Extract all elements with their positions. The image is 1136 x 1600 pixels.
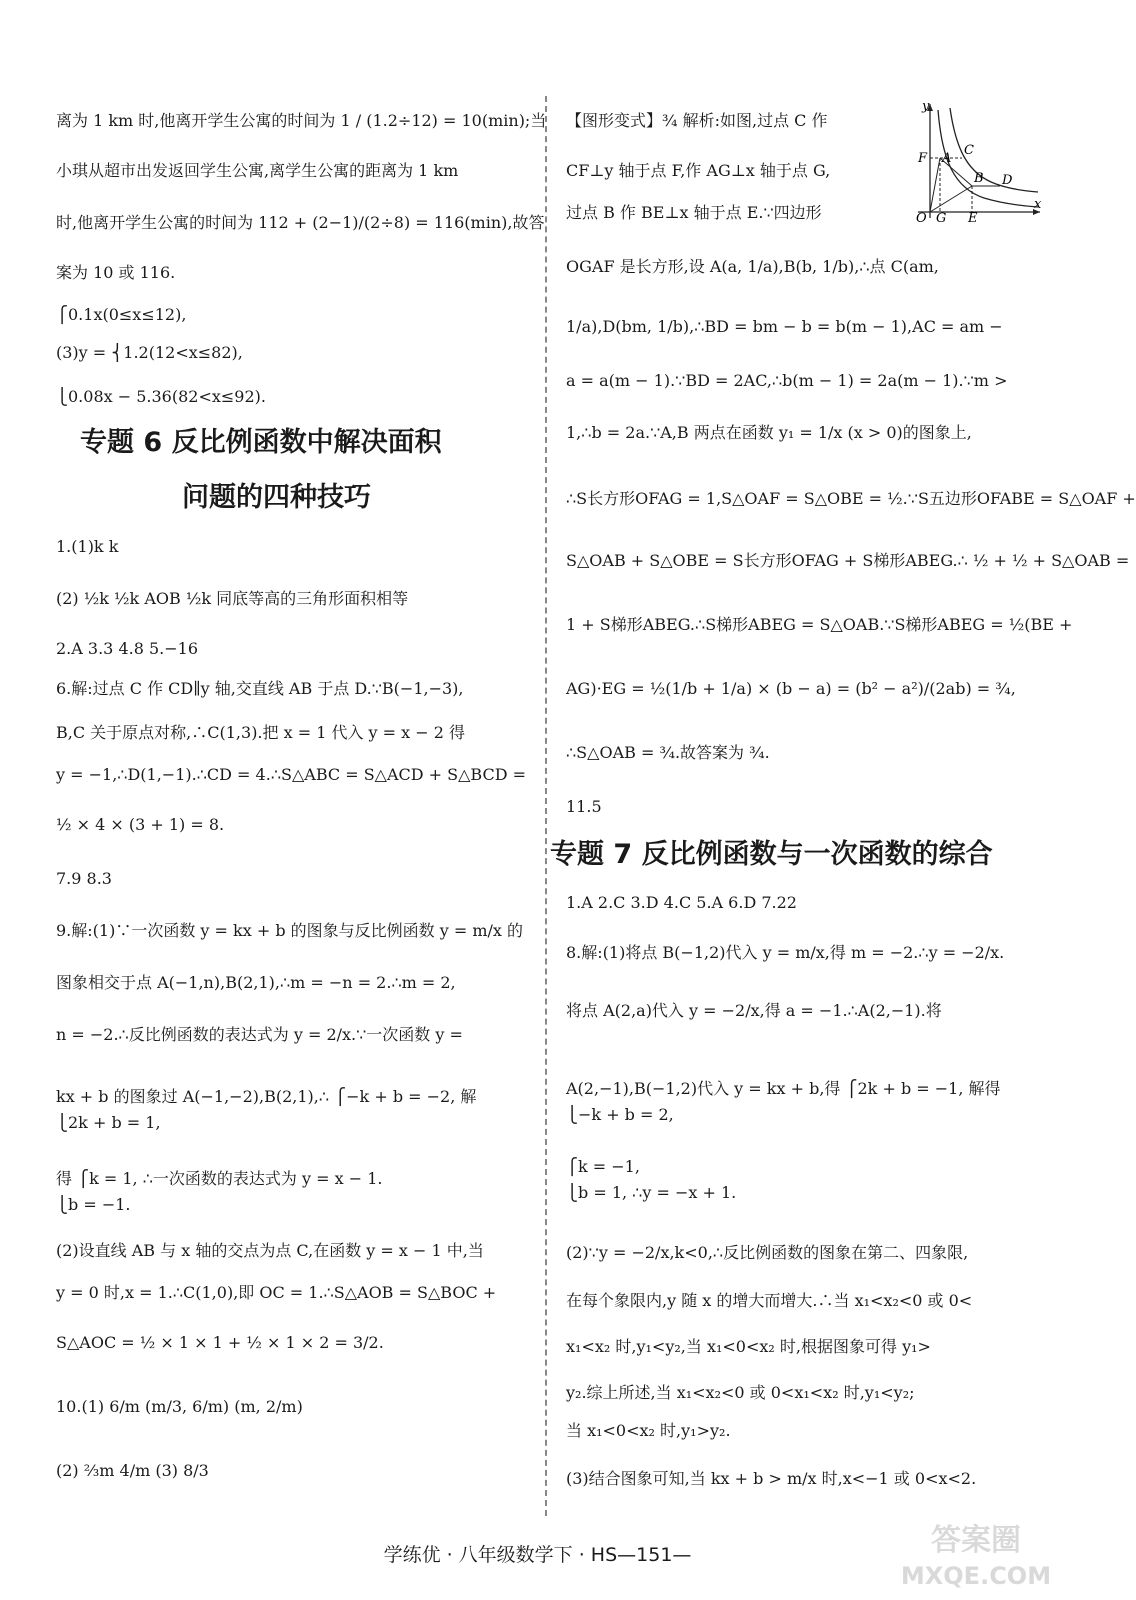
segment-ob (930, 186, 972, 212)
text-line: CF⊥y 轴于点 F,作 AG⊥x 轴于点 G, (566, 161, 831, 180)
solution-line: (2)设直线 AB 与 x 轴的交点为点 C,在函数 y = x − 1 中,当 (56, 1241, 484, 1260)
heading-topic-7: 专题 7 反比例函数与一次函数的综合 (550, 839, 993, 870)
label-a: A (942, 151, 952, 166)
solution-line: ⎧k = −1, (566, 1157, 640, 1176)
answer-line: 7.9 8.3 (56, 869, 112, 888)
label-e: E (968, 211, 978, 226)
text-line: ⎩0.08x − 5.36(82<x≤92). (56, 387, 266, 406)
answer-line: 10.(1) 6/m (m/3, 6/m) (m, 2/m) (56, 1397, 303, 1416)
watermark-logo (891, 1514, 1061, 1592)
label-c: C (964, 143, 974, 158)
solution-line: ⎩b = −1. (56, 1195, 131, 1214)
label-y: y (922, 99, 930, 114)
watermark-top-text: 答案圈 (931, 1523, 1021, 1558)
solution-line: ½ × 4 × (3 + 1) = 8. (56, 815, 225, 834)
text-line: (3)y = ⎨1.2(12<x≤82), (56, 343, 243, 362)
solution-line: 9.解:(1)∵一次函数 y = kx + b 的图象与反比例函数 y = m/x 的 (56, 921, 524, 940)
solution-line: 图象相交于点 A(−1,n),B(2,1),∴m = −n = 2.∴m = 2, (56, 973, 456, 992)
text-line: a = a(m − 1).∵BD = 2AC,∴b(m − 1) = 2a(m − 1).∵m > (566, 371, 1008, 390)
solution-line: kx + b 的图象过 A(−1,−2),B(2,1),∴ ⎧−k + b = −2, 解 (56, 1087, 477, 1106)
text-line: 1 + S梯形ABEG.∴S梯形ABEG = S△OAB.∵S梯形ABEG = ½(BE + (566, 615, 1073, 634)
segment-oa (930, 158, 940, 212)
solution-line: ⎩−k + b = 2, (566, 1105, 674, 1124)
heading-topic-6-cont: 问题的四种技巧 (182, 482, 371, 513)
text-line: 1/a),D(bm, 1/b),∴BD = bm − b = b(m − 1),AC = am − (566, 317, 1003, 336)
solution-line: ⎩b = 1, ∴y = −x + 1. (566, 1183, 737, 1202)
solution-line: 将点 A(2,a)代入 y = −2/x,得 a = −1.∴A(2,−1).将 (566, 1001, 942, 1020)
text-line: 1,∴b = 2a.∵A,B 两点在函数 y₁ = 1/x (x > 0)的图象上, (566, 423, 972, 442)
text-line: ∴S△OAB = ¾.故答案为 ¾. (566, 743, 770, 762)
text-line: 小琪从超市出发返回学生公寓,离学生公寓的距离为 1 km (56, 161, 459, 180)
solution-line: 得 ⎧k = 1, ∴一次函数的表达式为 y = x − 1. (56, 1169, 383, 1188)
text-line: 时,他离开学生公寓的时间为 112 + (2−1)/(2÷8) = 116(min),故答 (56, 213, 545, 232)
label-x: x (1034, 197, 1042, 212)
text-line: S△OAB + S△OBE = S长方形OFAG + S梯形ABEG.∴ ½ + ½ + S△OAB = (566, 551, 1130, 570)
text-line: OGAF 是长方形,设 A(a, 1/a),B(b, 1/b),∴点 C(am, (566, 257, 939, 276)
text-line: 【图形变式】¾ 解析:如图,过点 C 作 (566, 111, 828, 130)
answer-line: (2) ½k ½k AOB ½k 同底等高的三角形面积相等 (56, 589, 409, 608)
solution-line: n = −2.∴反比例函数的表达式为 y = 2/x.∵一次函数 y = (56, 1025, 463, 1044)
answer-line: 1.(1)k k (56, 537, 119, 556)
solution-line: A(2,−1),B(−1,2)代入 y = kx + b,得 ⎧2k + b = −1, 解得 (566, 1079, 1001, 1098)
answer-line: 1.A 2.C 3.D 4.C 5.A 6.D 7.22 (566, 893, 797, 912)
watermark-bottom-text: MXQE.COM (900, 1562, 1052, 1590)
solution-line: B,C 关于原点对称,∴C(1,3).把 x = 1 代入 y = x − 2 得 (56, 723, 466, 742)
solution-line: (2)∵y = −2/x,k<0,∴反比例函数的图象在第二、四象限, (566, 1243, 969, 1262)
solution-line: x₁<x₂ 时,y₁<y₂,当 x₁<0<x₂ 时,根据图象可得 y₁> (566, 1337, 931, 1356)
text-line: ∴S长方形OFAG = 1,S△OAF = S△OBE = ½.∵S五边形OFABE = S△OAF + (566, 489, 1136, 508)
solution-line: 在每个象限内,y 随 x 的增大而增大.∴当 x₁<x₂<0 或 0< (566, 1291, 973, 1310)
solution-line: 当 x₁<0<x₂ 时,y₁>y₂. (566, 1421, 731, 1440)
text-line: 离为 1 km 时,他离开学生公寓的时间为 1 / (1.2÷12) = 10(min);当 (56, 111, 547, 130)
solution-line: ⎩2k + b = 1, (56, 1113, 161, 1132)
text-line: 过点 B 作 BE⊥x 轴于点 E.∵四边形 (566, 203, 822, 222)
label-f: F (918, 151, 928, 166)
solution-line: (3)结合图象可知,当 kx + b > m/x 时,x<−1 或 0<x<2. (566, 1469, 977, 1488)
solution-line: y₂.综上所述,当 x₁<x₂<0 或 0<x₁<x₂ 时,y₁<y₂; (566, 1383, 915, 1402)
text-line: ⎧0.1x(0≤x≤12), (56, 305, 187, 324)
label-d: D (1002, 173, 1013, 188)
page-footer: 学练优 · 八年级数学下 · HS—151— (383, 1544, 692, 1566)
label-o: O (916, 211, 927, 226)
solution-line: 8.解:(1)将点 B(−1,2)代入 y = m/x,得 m = −2.∴y = −2/x. (566, 943, 1005, 962)
label-b: B (974, 171, 984, 186)
label-g: G (936, 211, 947, 226)
text-line: AG)·EG = ½(1/b + 1/a) × (b − a) = (b² − a²)/(2ab) = ¾, (566, 679, 1016, 698)
heading-topic-6: 专题 6 反比例函数中解决面积 (80, 427, 442, 458)
hyperbola-figure (914, 99, 1044, 226)
solution-line: S△AOC = ½ × 1 × 1 + ½ × 1 × 2 = 3/2. (56, 1333, 384, 1352)
solution-line: y = −1,∴D(1,−1).∴CD = 4.∴S△ABC = S△ACD + S△BCD = (56, 765, 527, 784)
solution-line: 6.解:过点 C 作 CD∥y 轴,交直线 AB 于点 D.∵B(−1,−3), (56, 679, 464, 698)
answer-line: 2.A 3.3 4.8 5.−16 (56, 639, 198, 658)
solution-line: y = 0 时,x = 1.∴C(1,0),即 OC = 1.∴S△AOB = S△BOC + (56, 1283, 497, 1302)
answer-line: (2) ⅔m 4/m (3) 8/3 (56, 1461, 209, 1480)
column-divider (545, 96, 547, 1516)
text-line: 案为 10 或 116. (56, 263, 176, 282)
answer-line: 11.5 (566, 797, 602, 816)
